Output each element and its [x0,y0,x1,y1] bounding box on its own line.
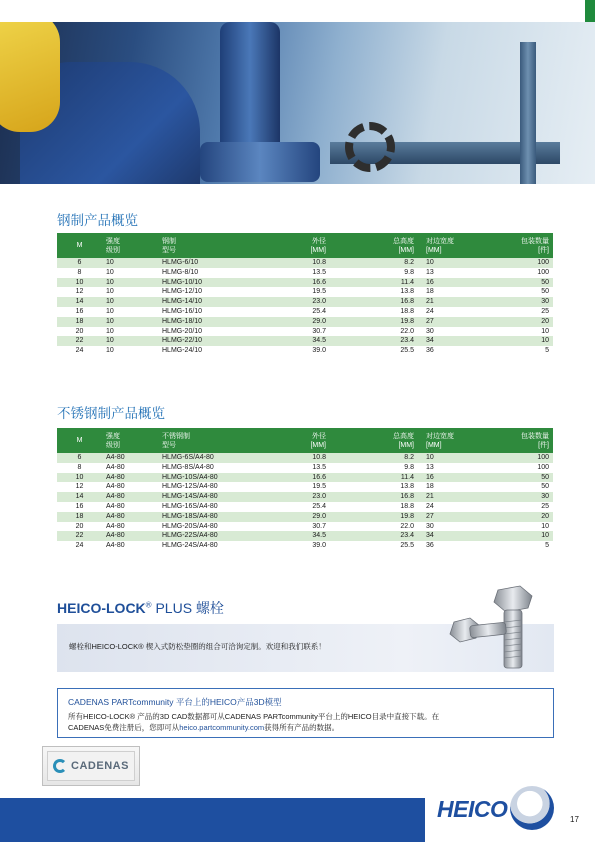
cell-m: 6 [77,259,82,266]
cell-pack-qty: 10 [541,327,549,335]
cell-grade: A4-80 [106,483,125,491]
cell-outer-diameter: 39.0 [312,347,326,355]
cell-m: 10 [75,278,84,286]
cell-outer-diameter: 13.5 [312,268,326,276]
photo-pole [520,42,536,184]
cell-width-across-flats: 27 [426,317,434,325]
cell-m: 22 [75,532,84,540]
cell-grade: 10 [106,347,114,355]
cell-pack-qty: 25 [541,502,549,510]
cell-pack-qty: 50 [541,278,549,286]
cell-total-height: 16.8 [400,298,414,306]
stainless-overview-title: 不锈钢制产品概览 [57,406,165,421]
cell-total-height: 25.5 [400,347,414,355]
cell-outer-diameter: 16.6 [312,473,326,481]
header-total-height [334,233,422,258]
cell-model: HLMG-14/10 [162,298,203,306]
cell-pack-qty: 20 [541,317,549,325]
table-header-row [57,428,553,453]
header-line: 钢制 [162,237,176,245]
header-unit: [MM] [310,246,326,254]
cell-m: 12 [75,483,84,491]
cell-model: HLMG-6S/A4-80 [162,454,214,461]
cell-grade: 10 [106,337,114,345]
header-m [57,233,102,258]
cell-model: HLMG-22S/A4-80 [162,532,218,540]
header-line: 外径 [312,237,326,245]
cell-total-height: 25.5 [400,542,414,550]
table-row [57,346,553,356]
header-model [158,428,246,453]
cell-m: 10 [75,473,84,481]
cell-grade: 10 [106,268,114,276]
header-line: 外径 [312,432,326,440]
header-unit: [MM] [310,441,326,449]
cell-outer-diameter: 30.7 [312,522,326,530]
cell-total-height: 19.8 [400,317,414,325]
cell-total-height: 19.8 [400,512,414,520]
cell-m: 14 [75,493,84,501]
steel-overview-title: 钢制产品概览 [57,213,138,228]
table-row [57,327,553,337]
cell-pack-qty: 30 [541,298,549,306]
header-width-across-flats [422,233,494,258]
cell-grade: A4-80 [106,493,125,501]
cell-width-across-flats: 21 [426,298,434,306]
cell-model: HLMG-12S/A4-80 [162,483,218,491]
cadenas-logo[interactable] [42,746,140,786]
cell-m: 18 [75,512,84,520]
cell-width-across-flats: 16 [426,473,434,481]
cell-total-height: 11.4 [400,473,414,481]
cell-outer-diameter: 29.0 [312,317,326,325]
cell-pack-qty: 10 [541,532,549,540]
cell-outer-diameter: 29.0 [312,512,326,520]
table-row [57,317,553,327]
cell-pack-qty: 30 [541,493,549,501]
header-line: 包装数量 [521,432,549,440]
cadenas-logo-inner [47,751,135,781]
table-row [57,453,553,463]
table-row [57,522,553,532]
cell-pack-qty: 5 [545,542,549,550]
cell-grade: 10 [106,288,114,296]
cell-m: 24 [75,542,84,550]
steel-spec-table [57,233,553,356]
table-row [57,307,553,317]
cadenas-info-box [57,688,554,738]
cell-outer-diameter: 19.5 [312,483,326,491]
table-row [57,336,553,346]
cell-total-height: 9.8 [404,463,414,471]
cell-width-across-flats: 13 [426,268,434,276]
header-line: 对边宽度 [426,432,454,440]
cell-grade: A4-80 [106,522,125,530]
header-pack-qty [494,233,553,258]
plus-info-text: 螺栓和HEICO-LOCK® 楔入式防松垫圈的组合可洽询定制。欢迎和我们联系！ [69,642,326,651]
table-row [57,258,553,268]
cell-total-height: 9.8 [404,268,414,276]
cell-grade: 10 [106,307,114,315]
table-row [57,268,553,278]
table-row [57,531,553,541]
cell-grade: 10 [106,327,114,335]
cell-model: HLMG-22/10 [162,337,203,345]
cell-model: HLMG-8S/A4-80 [162,463,214,471]
cell-grade: A4-80 [106,463,125,471]
cell-width-across-flats: 24 [426,307,434,315]
cell-total-height: 22.0 [400,522,414,530]
header-line: M [76,437,83,444]
cell-total-height: 18.8 [400,502,414,510]
cell-m: 20 [75,327,84,335]
cell-total-height: 11.4 [400,278,414,286]
cell-outer-diameter: 23.0 [312,493,326,501]
cell-model: HLMG-10/10 [162,278,203,286]
partcommunity-link[interactable]: heico.partcommunity.com [179,723,265,732]
cell-width-across-flats: 10 [426,259,434,266]
cell-pack-qty: 100 [537,454,549,461]
cell-outer-diameter: 10.8 [312,259,326,266]
cell-outer-diameter: 30.7 [312,327,326,335]
cell-outer-diameter: 25.4 [312,307,326,315]
cell-outer-diameter: 13.5 [312,463,326,471]
cell-m: 16 [75,307,84,315]
cell-pack-qty: 20 [541,512,549,520]
cell-total-height: 23.4 [400,337,414,345]
photo-flange [200,142,320,182]
cell-width-across-flats: 34 [426,337,434,345]
table-row [57,463,553,473]
cell-model: HLMG-10S/A4-80 [162,473,218,481]
cell-model: HLMG-8/10 [162,268,199,276]
cell-m: 22 [75,337,84,345]
header-unit: [MM] [426,246,442,254]
cell-model: HLMG-14S/A4-80 [162,493,218,501]
cell-width-across-flats: 30 [426,522,434,530]
cell-model: HLMG-6/10 [162,259,199,266]
cell-width-across-flats: 18 [426,483,434,491]
bolt-washer-image [440,582,540,672]
header-unit: 型号 [162,441,176,449]
table-row [57,297,553,307]
cadenas-mark-icon [53,759,67,773]
cell-grade: A4-80 [106,512,125,520]
cell-outer-diameter: 19.5 [312,288,326,296]
top-bar [0,0,595,22]
header-unit: 级别 [106,246,120,254]
photo-gear [345,122,395,172]
cell-model: HLMG-18/10 [162,317,203,325]
cell-outer-diameter: 34.5 [312,532,326,540]
cell-model: HLMG-16/10 [162,307,203,315]
cell-width-across-flats: 18 [426,288,434,296]
cell-total-height: 8.2 [404,259,414,266]
cell-m: 12 [75,288,84,296]
cadenas-text-line2 [68,722,339,733]
cell-model: HLMG-20S/A4-80 [162,522,218,530]
cell-model: HLMG-12/10 [162,288,203,296]
cell-width-across-flats: 16 [426,278,434,286]
cell-grade: A4-80 [106,532,125,540]
header-pack-qty [494,428,553,453]
header-total-height [334,428,422,453]
cell-outer-diameter: 16.6 [312,278,326,286]
cell-width-across-flats: 13 [426,463,434,471]
cell-grade: A4-80 [106,454,125,461]
header-width-across-flats [422,428,494,453]
cell-total-height: 13.8 [400,483,414,491]
photo-glove [0,22,60,132]
cell-outer-diameter: 23.0 [312,298,326,306]
brand-name: HEICO-LOCK [57,600,146,616]
cell-m: 24 [75,347,84,355]
cell-pack-qty: 100 [537,259,549,266]
table-row [57,492,553,502]
cell-total-height: 23.4 [400,532,414,540]
table-row [57,473,553,483]
cell-width-across-flats: 34 [426,532,434,540]
cell-outer-diameter: 34.5 [312,337,326,345]
header-line: 强度 [106,432,120,440]
cell-width-across-flats: 21 [426,493,434,501]
cell-width-across-flats: 30 [426,327,434,335]
cell-pack-qty: 50 [541,288,549,296]
top-accent-bar [585,0,595,22]
cell-width-across-flats: 36 [426,347,434,355]
header-line: 总高度 [393,432,414,440]
cell-grade: A4-80 [106,502,125,510]
header-outer-diameter [246,233,334,258]
cell-width-across-flats: 24 [426,502,434,510]
cell-grade: 10 [106,298,114,306]
table-row [57,502,553,512]
header-grade [102,428,158,453]
cell-pack-qty: 10 [541,522,549,530]
cell-total-height: 22.0 [400,327,414,335]
cell-pack-qty: 50 [541,473,549,481]
cell-total-height: 13.8 [400,288,414,296]
cell-total-height: 8.2 [404,454,414,461]
table-header-row [57,233,553,258]
cell-m: 20 [75,522,84,530]
cell-grade: 10 [106,317,114,325]
header-m [57,428,102,453]
cell-pack-qty: 100 [537,463,549,471]
cell-pack-qty: 10 [541,337,549,345]
cadenas-text-prefix: CADENAS免费注册后，您即可从 [68,723,180,732]
cell-pack-qty: 25 [541,307,549,315]
cell-m: 6 [77,454,82,461]
table-row [57,287,553,297]
heico-lock-plus-title [57,598,224,618]
cell-pack-qty: 100 [537,268,549,276]
cell-outer-diameter: 39.0 [312,542,326,550]
header-unit: 级别 [106,441,120,449]
cadenas-title: CADENAS PARTcommunity 平台上的HEICO产品3D模型 [68,697,282,707]
cell-width-across-flats: 27 [426,512,434,520]
lion-logo-icon [510,786,554,830]
cell-width-across-flats: 10 [426,454,434,461]
header-line: 对边宽度 [426,237,454,245]
cell-pack-qty: 50 [541,483,549,491]
cadenas-text-suffix: 获得所有产品的数据。 [264,723,340,732]
cell-model: HLMG-16S/A4-80 [162,502,218,510]
cell-grade: 10 [106,259,114,266]
cell-pack-qty: 5 [545,347,549,355]
cell-m: 8 [77,463,82,471]
cadenas-text-line1: 所有HEICO-LOCK® 产品的3D CAD数据都可从CADENAS PARTcommunity平台上的HEICO目录中直接下载。在 [68,712,440,721]
header-unit: [MM] [426,441,442,449]
header-unit: 型号 [162,246,176,254]
cell-total-height: 16.8 [400,493,414,501]
cell-m: 14 [75,298,84,306]
cell-model: HLMG-18S/A4-80 [162,512,218,520]
cell-width-across-flats: 36 [426,542,434,550]
header-unit: [MM] [398,441,414,449]
title-rest: PLUS 螺栓 [151,600,224,616]
table-row [57,541,553,551]
cell-model: HLMG-24S/A4-80 [162,542,218,550]
header-unit: [件] [538,441,549,449]
header-line: 不锈钢制 [162,432,190,440]
table-row [57,278,553,288]
cell-model: HLMG-20/10 [162,327,203,335]
cell-model: HLMG-24/10 [162,347,203,355]
cell-grade: A4-80 [106,542,125,550]
header-model [158,233,246,258]
header-line: 包装数量 [521,237,549,245]
header-unit: [件] [538,246,549,254]
page-number: 17 [570,815,579,824]
cell-m: 18 [75,317,84,325]
header-unit: [MM] [398,246,414,254]
header-line: 总高度 [393,237,414,245]
cell-grade: 10 [106,278,114,286]
header-line: M [76,242,83,249]
cell-m: 16 [75,502,84,510]
registered-mark: ® [145,600,152,610]
header-grade [102,233,158,258]
cell-total-height: 18.8 [400,307,414,315]
header-outer-diameter [246,428,334,453]
cell-grade: A4-80 [106,473,125,481]
cadenas-logo-text: CADENAS [71,760,129,772]
cell-outer-diameter: 25.4 [312,502,326,510]
cell-outer-diameter: 10.8 [312,454,326,461]
header-line: 强度 [106,237,120,245]
hero-photo [0,22,595,184]
stainless-spec-table [57,428,553,551]
cell-m: 8 [77,268,82,276]
table-row [57,482,553,492]
table-row [57,512,553,522]
heico-logo: HEICO [437,796,508,822]
